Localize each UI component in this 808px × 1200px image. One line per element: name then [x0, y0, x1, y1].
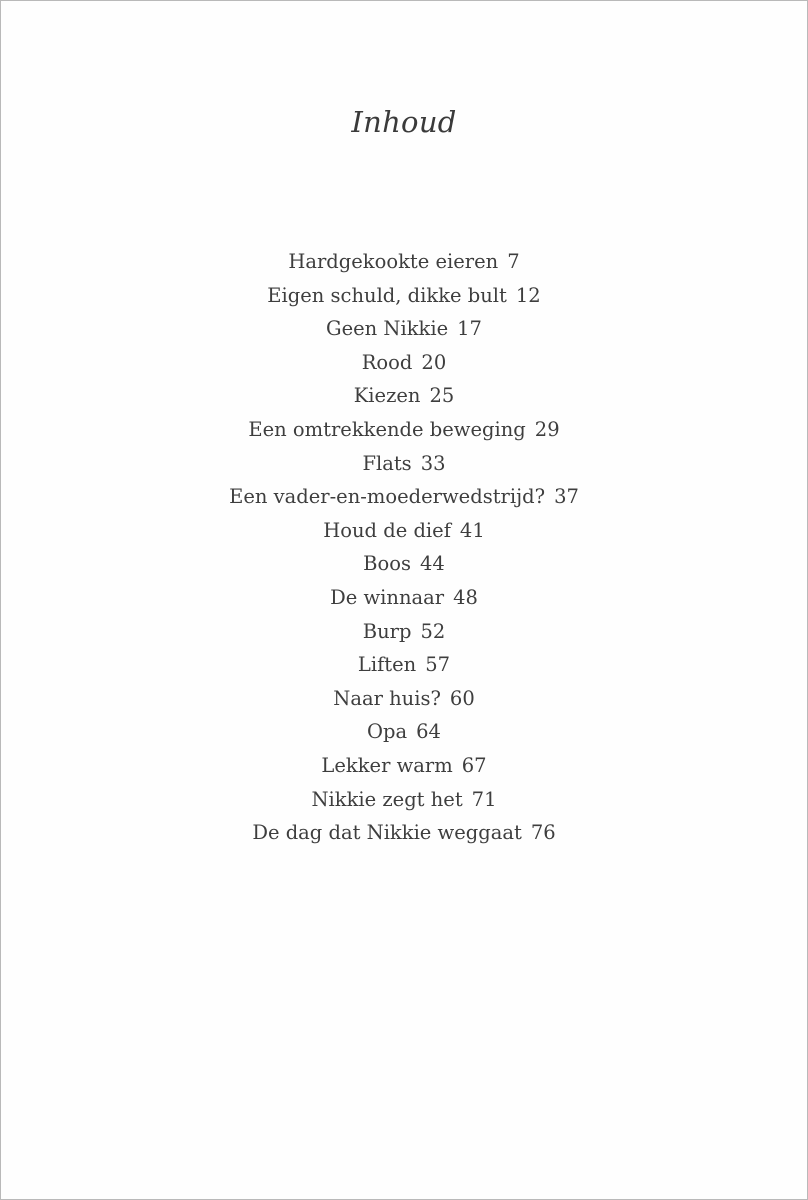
toc-entry — [1, 447, 807, 481]
toc-entry-page-number: 20 — [421, 350, 447, 374]
toc-entry-title: De dag dat Nikkie weggaat — [252, 821, 522, 845]
toc-entry-page-number: 37 — [554, 485, 579, 509]
toc-entry-page-number: 48 — [453, 585, 478, 609]
toc-entry-title: Geen Nikkie — [326, 317, 449, 341]
toc-entry-page-number: 44 — [420, 552, 445, 576]
toc-entry — [1, 783, 807, 817]
toc-entry — [1, 682, 807, 716]
toc-entry-page-number: 12 — [515, 283, 541, 307]
toc-entry — [1, 379, 807, 413]
toc-entry — [1, 648, 807, 682]
toc-entry — [1, 480, 807, 514]
page-title: Inhoud — [351, 105, 457, 139]
toc-entry-page-number: 67 — [461, 753, 487, 777]
toc-entry-page-number: 76 — [530, 821, 556, 845]
toc-entry-page-number: 57 — [425, 653, 451, 677]
toc-entry-page-number: 7 — [507, 250, 520, 273]
toc-entry — [1, 615, 807, 649]
toc-entry-page-number: 41 — [459, 518, 485, 542]
toc-entry-title: Houd de dief — [323, 518, 451, 542]
toc-entry-page-number: 64 — [416, 720, 441, 744]
toc-entry-title: Kiezen — [353, 384, 421, 408]
toc-entry-page-number: 60 — [449, 686, 475, 710]
toc-entry — [1, 816, 807, 850]
toc-entry-title: Boos — [363, 552, 411, 576]
toc-entry — [1, 245, 807, 279]
toc-entry-title: Liften — [357, 653, 417, 677]
toc-entry-title: Rood — [361, 350, 413, 374]
toc-entry-page-number: 17 — [457, 317, 482, 341]
toc-entry-title: Een vader-en-moederwedstrijd? — [229, 485, 546, 509]
toc-entry-title: Lekker warm — [321, 753, 453, 777]
toc-entry — [1, 279, 807, 313]
toc-entry-title: Een omtrekkende beweging — [248, 417, 526, 441]
toc-entry-page-number: 52 — [420, 619, 446, 643]
toc-entry-title: Naar huis? — [333, 686, 441, 710]
toc-entry-page-number: 71 — [471, 787, 497, 811]
toc-entry — [1, 413, 807, 447]
toc-entry-title: Hardgekookte eieren — [288, 250, 499, 273]
toc-entry — [1, 547, 807, 581]
table-of-contents — [1, 245, 807, 850]
toc-entry-page-number: 33 — [420, 451, 446, 475]
toc-entry-title: Burp — [362, 619, 412, 643]
toc-entry — [1, 749, 807, 783]
toc-entry-title: Eigen schuld, dikke bult — [267, 283, 507, 307]
toc-entry-page-number: 29 — [534, 417, 560, 441]
toc-entry-title: De winnaar — [330, 585, 445, 609]
toc-entry-title: Opa — [367, 720, 408, 744]
toc-entry — [1, 312, 807, 346]
toc-entry-title: Flats — [362, 451, 412, 475]
toc-entry — [1, 514, 807, 548]
toc-entry — [1, 346, 807, 380]
toc-entry-title: Nikkie zegt het — [311, 787, 463, 811]
toc-entry-page-number: 25 — [429, 384, 455, 408]
toc-entry — [1, 715, 807, 749]
toc-entry — [1, 581, 807, 615]
